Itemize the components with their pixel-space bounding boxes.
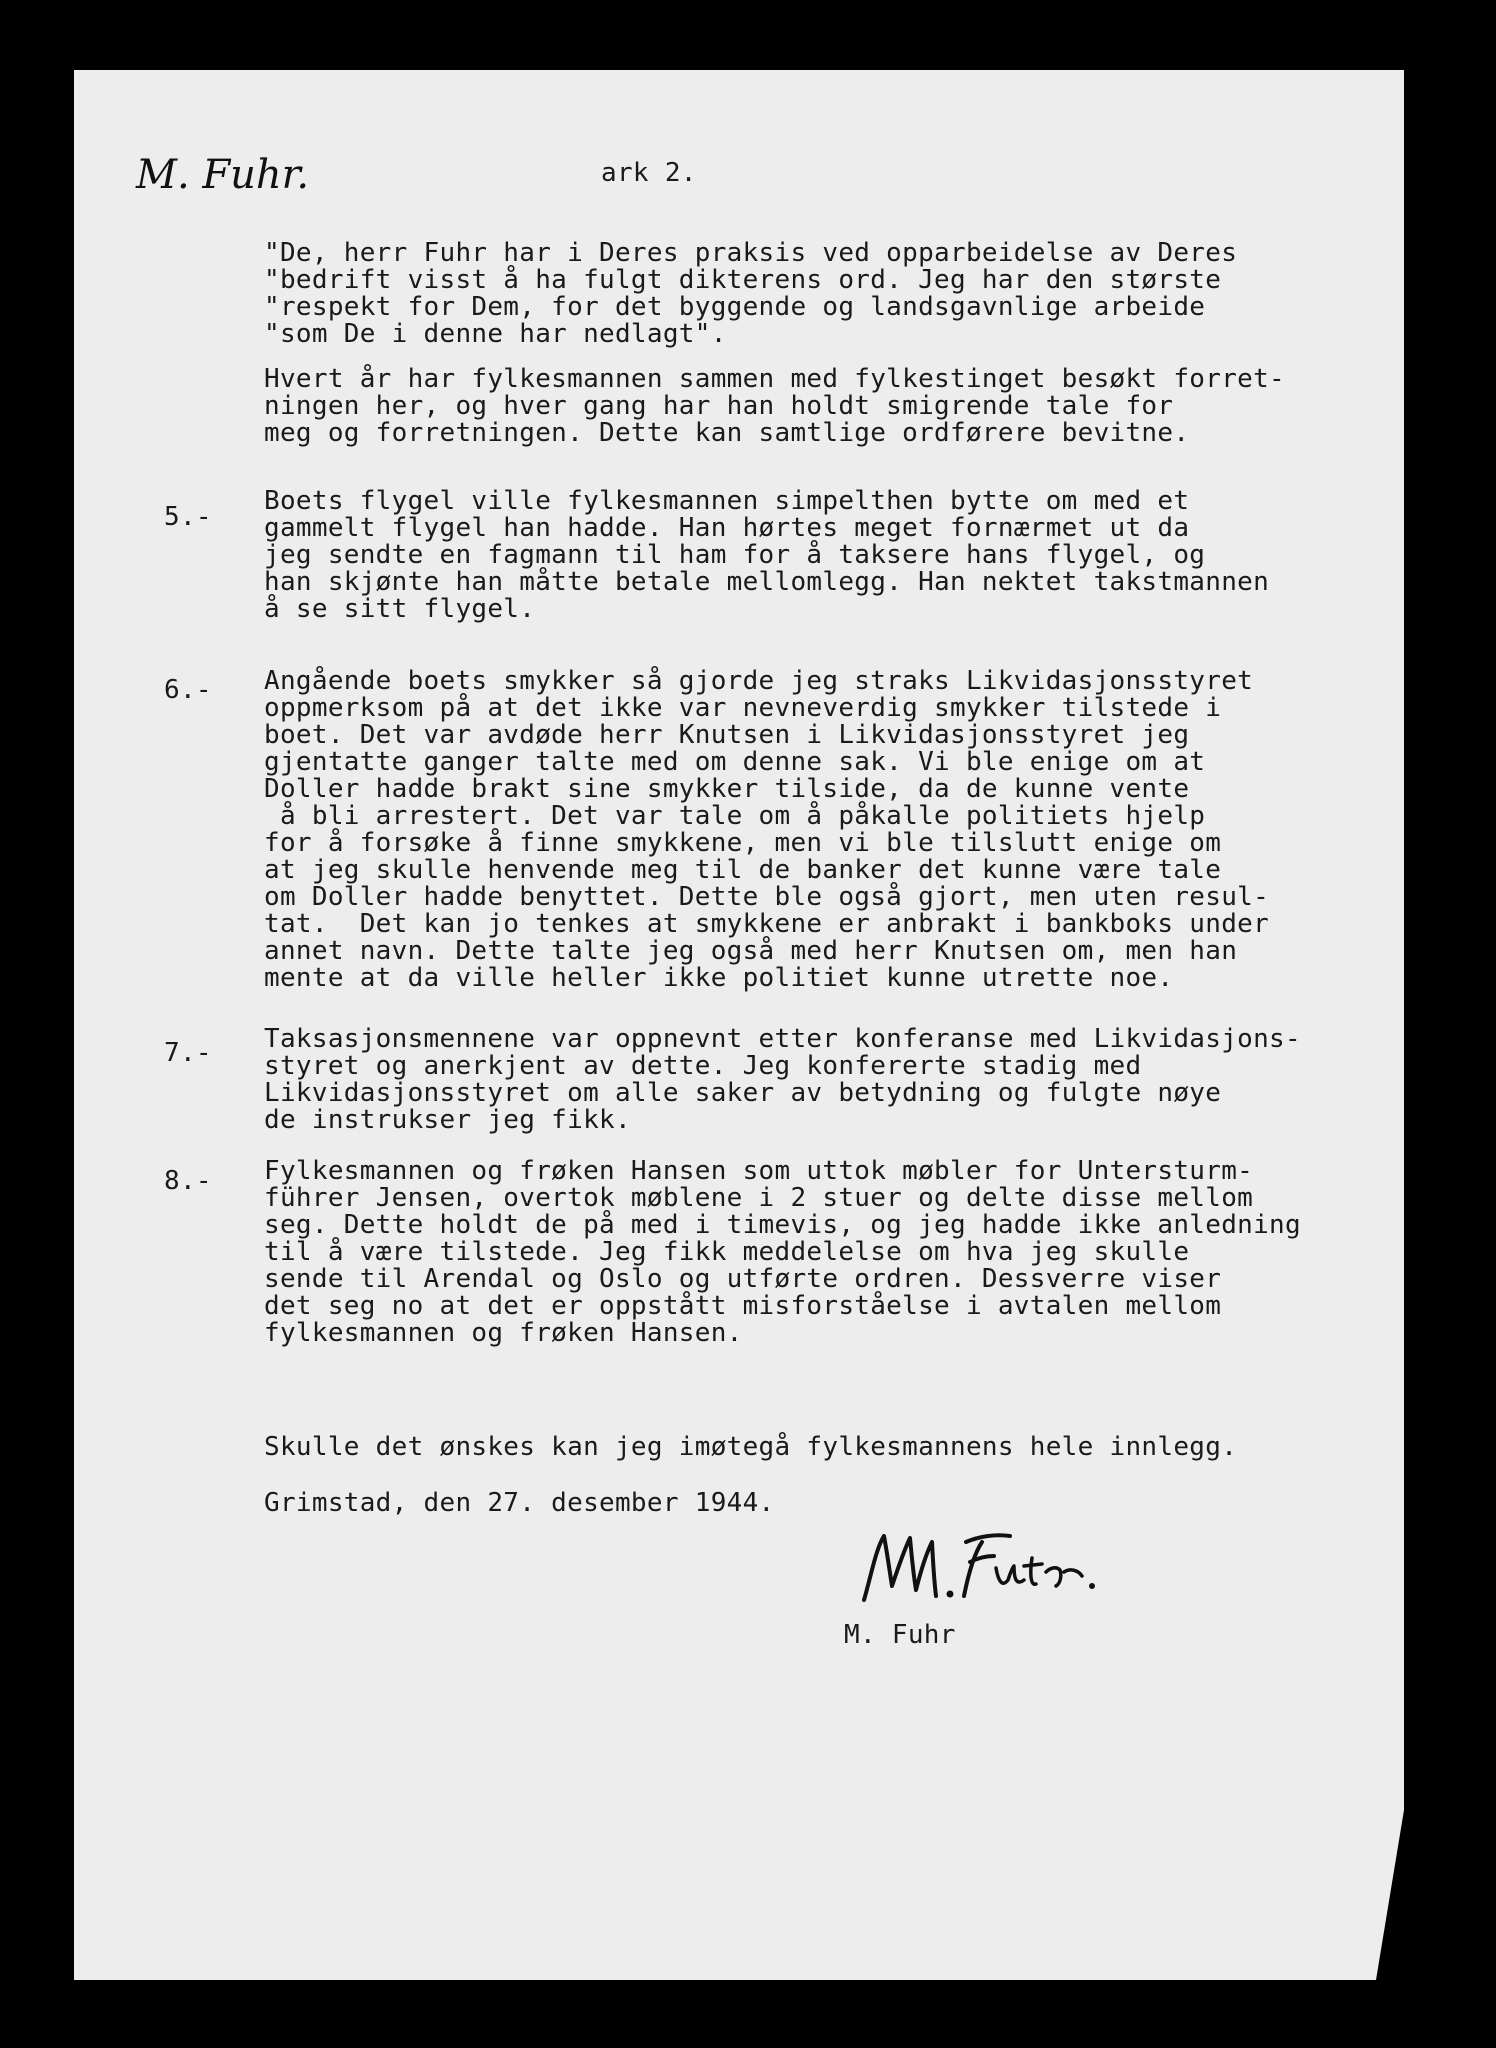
text-line: führer Jensen, overtok møblene i 2 stuer og delte disse mellom <box>264 1183 1254 1213</box>
text-line: boet. Det var avdøde herr Knutsen i Likvidasjonsstyret jeg <box>264 720 1190 750</box>
signature-svg <box>856 1528 1116 1610</box>
handwritten-signature <box>856 1528 1116 1615</box>
text-line: ningen her, og hver gang har han holdt smigrende tale for <box>264 391 1174 421</box>
text-line: Fylkesmannen og frøken Hansen som uttok møbler for Untersturm- <box>264 1156 1254 1186</box>
text-line: "som De i denne har nedlagt". <box>264 319 727 349</box>
text-line: meg og forretningen. Dette kan samtlige ordførere bevitne. <box>264 418 1190 448</box>
item-number: 6.- <box>164 675 212 705</box>
text-line: gjentatte ganger talte med om denne sak. Vi ble enige om at <box>264 747 1206 777</box>
item-number: 7.- <box>164 1038 212 1068</box>
text-line: å bli arrestert. Det var tale om å påkalle politiets hjelp <box>264 801 1206 831</box>
typed-signature-name: M. Fuhr <box>844 1620 956 1650</box>
text-line: Doller hadde brakt sine smykker tilside, da de kunne vente <box>264 774 1190 804</box>
text-line: at jeg skulle henvende meg til de banker det kunne være tale <box>264 855 1222 885</box>
text-line: gammelt flygel han hadde. Han hørtes meget fornærmet ut da <box>264 513 1190 543</box>
text-line: Angående boets smykker så gjorde jeg straks Likvidasjonsstyret <box>264 666 1254 696</box>
text-line: for å forsøke å finne smykkene, men vi ble tilslutt enige om <box>264 828 1222 858</box>
text-line: jeg sendte en fagmann til ham for å taksere hans flygel, og <box>264 540 1206 570</box>
text-line: "De, herr Fuhr har i Deres praksis ved opparbeidelse av Deres <box>264 238 1238 268</box>
text-line: de instrukser jeg fikk. <box>264 1105 631 1135</box>
text-line: "bedrift visst å ha fulgt dikterens ord. Jeg har den største <box>264 265 1222 295</box>
text-line: mente at da ville heller ikke politiet kunne utrette noe. <box>264 963 1174 993</box>
place-date: Grimstad, den 27. desember 1944. <box>264 1488 775 1518</box>
item-8-paragraph <box>264 1156 1301 1428</box>
text-line: annet navn. Dette talte jeg også med herr Knutsen om, men han <box>264 936 1238 966</box>
text-line: han skjønte han måtte betale mellomlegg. Han nektet takstmannen <box>264 567 1270 597</box>
text-line: om Doller hadde benyttet. Dette ble også gjort, men uten resul- <box>264 882 1270 912</box>
handwritten-header-name: M. Fuhr. <box>136 152 310 198</box>
closing-offer: Skulle det ønskes kan jeg imøtegå fylkesmannens hele innlegg. <box>264 1432 1238 1462</box>
text-line: Likvidasjonsstyret om alle saker av betydning og fulgte nøye <box>264 1078 1222 1108</box>
text-line: Taksasjonsmennene var oppnevnt etter konferanse med Likvidasjons- <box>264 1024 1301 1054</box>
text-line: til å være tilstede. Jeg fikk meddelelse om hva jeg skulle <box>264 1237 1190 1267</box>
text-line: seg. Dette holdt de på med i timevis, og jeg hadde ikke anledning <box>264 1210 1301 1240</box>
item-number: 8.- <box>164 1166 212 1196</box>
item-number: 5.- <box>164 502 212 532</box>
text-line: tat. Det kan jo tenkes at smykkene er anbrakt i bankboks under <box>264 909 1270 939</box>
text-line: sende til Arendal og Oslo og utførte ordren. Dessverre viser <box>264 1264 1222 1294</box>
text-line: Boets flygel ville fylkesmannen simpelthen bytte om med et <box>264 486 1190 516</box>
text-line: "respekt for Dem, for det byggende og landsgavnlige arbeide <box>264 292 1206 322</box>
text-line: fylkesmannen og frøken Hansen. <box>264 1318 743 1348</box>
text-line: å se sitt flygel. <box>264 594 536 624</box>
text-line: Hvert år har fylkesmannen sammen med fylkestinget besøkt forret- <box>264 364 1286 394</box>
document-page <box>74 70 1404 1980</box>
text-line: oppmerksom på at det ikke var nevneverdig smykker tilstede i <box>264 693 1222 723</box>
text-line: styret og anerkjent av dette. Jeg konfererte stadig med <box>264 1051 1142 1081</box>
sheet-label: ark 2. <box>601 158 697 188</box>
text-line: det seg no at det er oppstått misforståelse i avtalen mellom <box>264 1291 1222 1321</box>
